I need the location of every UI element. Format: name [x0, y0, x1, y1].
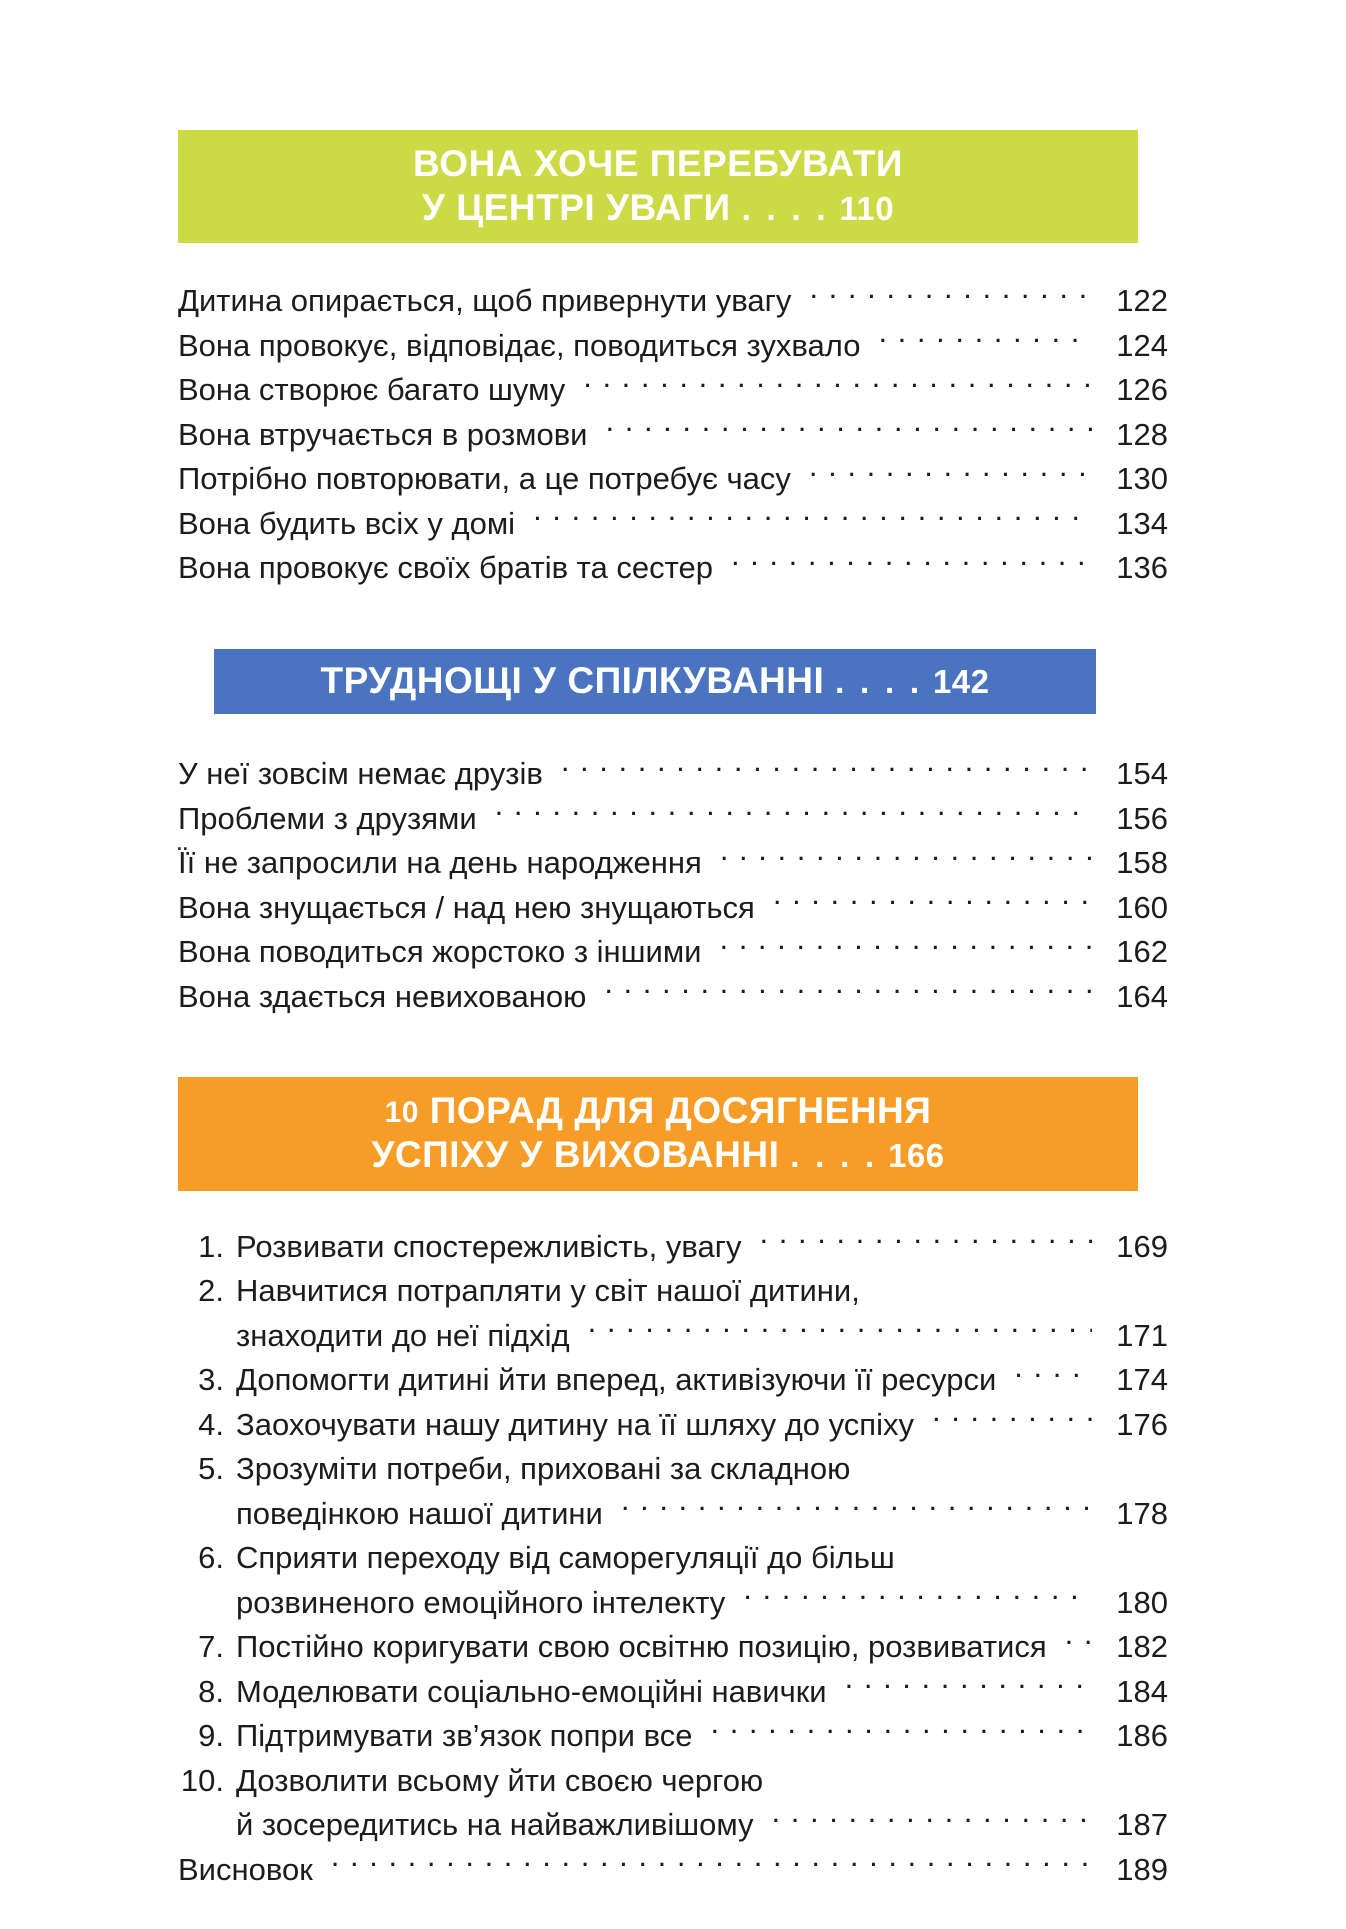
toc-entry-page: 164 [1116, 978, 1168, 1014]
toc-entry[interactable] [178, 413, 1168, 458]
toc-entry[interactable] [178, 1714, 1168, 1759]
toc-entry-title: Вона втручається в розмови [178, 416, 588, 452]
banner-line-1: ВОНА ХОЧЕ ПЕРЕБУВАТИ [412, 143, 904, 184]
leader-dots [932, 1404, 1092, 1435]
toc-entry-page: 176 [1116, 1406, 1168, 1442]
toc-entry-title: У неї зовсім немає друзів [178, 756, 543, 792]
leader-dots [606, 414, 1093, 445]
leader-dots [331, 1849, 1092, 1880]
leader-dots [743, 1582, 1092, 1613]
toc-entry-number: 6. [198, 1540, 224, 1576]
toc-entry-title: Вона провокує своїх братів та сестер [178, 550, 713, 586]
leader-dots [781, 1760, 1092, 1791]
toc-entry-title: Потрібно повторювати, а це потребує часу [178, 461, 791, 497]
toc-entry-title: Моделювати соціально-емоційні навички [236, 1673, 827, 1709]
toc-entry[interactable] [178, 886, 1168, 931]
toc-entry-page: 134 [1116, 505, 1168, 541]
toc-entry-page: 156 [1116, 800, 1168, 836]
leader-dots [1065, 1626, 1092, 1657]
toc-entry-page: 186 [1116, 1718, 1168, 1754]
toc-entry-title: поведінкою нашої дитини [236, 1495, 603, 1531]
leader-dots [720, 842, 1092, 873]
banner-line-1 [228, 659, 1082, 703]
toc-entry-title: знаходити до неї підхід [236, 1317, 570, 1353]
toc-entry-title: Вона здається невихованою [178, 978, 587, 1014]
leader-dots [868, 1448, 1092, 1479]
toc-entry-page: 122 [1116, 283, 1168, 319]
toc-entry[interactable] [178, 841, 1168, 886]
toc-entry[interactable] [178, 457, 1168, 502]
toc-entry-page: 136 [1116, 550, 1168, 586]
toc-entry-title: Заохочувати нашу дитину на її шляху до успіху [236, 1406, 914, 1442]
toc-entry-title: Її не запросили на день народження [178, 845, 702, 881]
toc-entry-title: Висновок [178, 1851, 313, 1887]
toc-entry-title: розвиненого емоційного інтелекту [236, 1584, 726, 1620]
toc-entry-page: 182 [1116, 1629, 1168, 1665]
banner-line-2-text: У ЦЕНТРІ УВАГИ [421, 186, 731, 228]
toc-entry-title: Сприяти переходу від саморегуляції до більш [236, 1540, 895, 1576]
toc-list-attention [178, 279, 1168, 591]
leader-dots [731, 547, 1092, 578]
toc-content [178, 130, 1168, 1892]
banner-page-number: 142 [932, 662, 990, 700]
toc-entry-title: Зрозуміти потреби, приховані за складною [236, 1451, 851, 1487]
toc-entry-number: 9. [198, 1718, 224, 1754]
toc-entry-page: 178 [1116, 1495, 1168, 1531]
toc-list-tips [178, 1225, 1168, 1893]
banner-line-1 [192, 1089, 1124, 1133]
toc-entry-page: 180 [1116, 1584, 1168, 1620]
toc-entry-page: 162 [1116, 934, 1168, 970]
toc-entry-page: 126 [1116, 372, 1168, 408]
leader-dots [878, 325, 1092, 356]
toc-entry-page: 154 [1116, 756, 1168, 792]
banner-line-2 [192, 186, 1124, 230]
toc-entry-title: Навчитися потрапляти у світ нашої дитини, [236, 1273, 860, 1309]
toc-entry[interactable] [178, 1670, 1168, 1715]
toc-entry[interactable] [178, 1225, 1168, 1270]
section-banner-communication [214, 649, 1096, 715]
leader-dots [561, 753, 1092, 784]
toc-entry[interactable] [178, 1269, 1168, 1314]
leader-dots [878, 1270, 1092, 1301]
toc-entry-title: Дитина опирається, щоб привернути увагу [178, 283, 792, 319]
toc-entry[interactable] [178, 797, 1168, 842]
toc-entry[interactable] [178, 1447, 1168, 1492]
toc-entry-page: 124 [1116, 327, 1168, 363]
toc-entry-title: Підтримувати зв’язок попри все [236, 1718, 693, 1754]
toc-entry-continuation[interactable] [178, 1492, 1168, 1537]
banner-line-2-text: УСПІХУ У ВИХОВАННІ [371, 1134, 780, 1176]
leader-dots [533, 503, 1092, 534]
toc-entry-continuation[interactable] [178, 1803, 1168, 1848]
toc-entry-number: 5. [198, 1451, 224, 1487]
banner-line-1-text: ТРУДНОЩІ У СПІЛКУВАННІ [320, 659, 825, 701]
leader-dots [719, 931, 1092, 962]
section-banner-attention [178, 130, 1138, 243]
toc-entry[interactable] [178, 1403, 1168, 1448]
banner-dots: . . . . [741, 189, 829, 228]
toc-entry-number: 4. [198, 1406, 224, 1442]
toc-entry-title: Вона будить всіх у домі [178, 505, 516, 541]
toc-entry[interactable] [178, 1625, 1168, 1670]
toc-entry-title: й зосередитись на найважливішому [236, 1807, 754, 1843]
toc-entry-number: 10. [180, 1762, 224, 1798]
toc-entry-page: 158 [1116, 845, 1168, 881]
toc-entry-page: 187 [1116, 1807, 1168, 1843]
banner-line-1-text: ПОРАД ДЛЯ ДОСЯГНЕННЯ [429, 1090, 932, 1132]
leader-dots [710, 1715, 1092, 1746]
toc-entry-title: Вона знущається / над нею знущаються [178, 889, 755, 925]
toc-entry-number: 7. [198, 1629, 224, 1665]
toc-entry-number: 3. [198, 1362, 224, 1398]
leader-dots [495, 798, 1092, 829]
toc-entry-continuation[interactable] [178, 1581, 1168, 1626]
toc-entry[interactable] [178, 368, 1168, 413]
toc-entry-number: 1. [198, 1228, 224, 1264]
toc-entry-page: 189 [1116, 1851, 1168, 1887]
leader-dots [773, 887, 1092, 918]
toc-entry[interactable] [178, 324, 1168, 369]
banner-page-number: 166 [888, 1137, 945, 1175]
leader-dots [845, 1671, 1092, 1702]
leader-dots [809, 280, 1092, 311]
toc-entry-continuation[interactable] [178, 1314, 1168, 1359]
banner-dots: . . . . [790, 1137, 878, 1176]
toc-entry[interactable] [178, 1536, 1168, 1581]
toc-entry[interactable] [178, 752, 1168, 797]
toc-entry-page: 128 [1116, 416, 1168, 452]
toc-entry-title: Постійно коригувати свою освітню позицію, розвиватися [236, 1629, 1047, 1665]
toc-entry-page: 171 [1116, 1317, 1168, 1353]
toc-entry[interactable] [178, 279, 1168, 324]
leader-dots [583, 369, 1092, 400]
section-banner-tips [178, 1077, 1138, 1190]
toc-entry-conclusion[interactable] [178, 1848, 1168, 1893]
toc-list-communication [178, 752, 1168, 1019]
leader-dots [809, 458, 1092, 489]
toc-entry-page: 130 [1116, 461, 1168, 497]
banner-dots: . . . . [835, 662, 923, 701]
banner-line-2 [192, 1133, 1124, 1177]
toc-entry-page: 169 [1116, 1228, 1168, 1264]
toc-entry-title: Розвивати спостережливість, увагу [236, 1228, 742, 1264]
leader-dots [621, 1493, 1092, 1524]
toc-entry-title: Вона провокує, відповідає, поводиться зухвало [178, 327, 861, 363]
leader-dots [760, 1226, 1092, 1257]
toc-entry-title: Вона поводиться жорстоко з іншими [178, 934, 702, 970]
leader-dots [604, 976, 1092, 1007]
toc-entry-title: Дозволити всьому йти своєю чергою [236, 1762, 764, 1798]
toc-entry-title: Допомогти дитині йти вперед, активізуючи її ресурси [236, 1362, 997, 1398]
toc-entry[interactable] [178, 1759, 1168, 1804]
toc-entry[interactable] [178, 975, 1168, 1020]
leader-dots [588, 1315, 1092, 1346]
toc-entry[interactable] [178, 546, 1168, 591]
banner-page-number: 110 [839, 189, 895, 227]
banner-lead-number: 10 [384, 1096, 419, 1130]
toc-entry-page: 174 [1116, 1362, 1168, 1398]
toc-entry[interactable] [178, 502, 1168, 547]
toc-entry-title: Вона створює багато шуму [178, 372, 566, 408]
toc-entry-page: 184 [1116, 1673, 1168, 1709]
toc-entry-title: Проблеми з друзями [178, 800, 477, 836]
leader-dots [913, 1537, 1092, 1568]
toc-entry-number: 8. [198, 1673, 224, 1709]
leader-dots [772, 1804, 1092, 1835]
toc-entry[interactable] [178, 1358, 1168, 1403]
toc-entry[interactable] [178, 930, 1168, 975]
leader-dots [1014, 1359, 1092, 1390]
toc-entry-page: 160 [1116, 889, 1168, 925]
toc-entry-number: 2. [198, 1273, 224, 1309]
